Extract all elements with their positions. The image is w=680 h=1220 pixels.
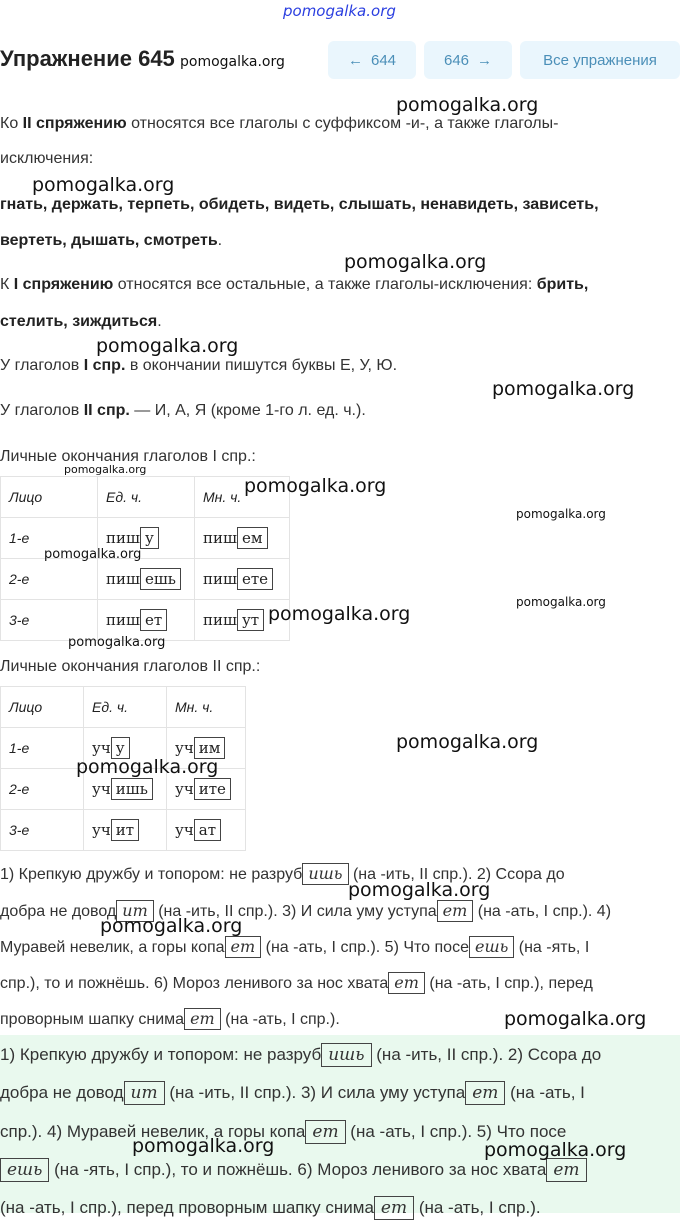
table-header-row [1,687,246,728]
rule-text: . [157,313,162,330]
singular-cell [98,559,195,600]
prev-exercise-label: 644 [370,51,397,69]
prev-exercise-button[interactable] [328,41,416,79]
watermark: pomogalka.org [344,251,487,273]
ending-box: ишь [302,863,348,885]
plural-cell [167,810,246,851]
table-header-cell: Лицо [1,477,98,518]
person-cell: 1-е [1,728,84,769]
verb-stem: пиш [203,611,237,629]
answer-line-highlight [0,1196,541,1220]
page-title: Упражнение 645 [0,46,175,71]
answer-text: спр.). 4) Муравей невелик, а горы копа [0,1122,306,1141]
table-row [1,810,246,851]
verb-ending: ете [237,568,273,590]
verb-stem: уч [92,780,111,798]
rule-bold: II спр. [83,402,130,419]
verb-stem: пиш [106,570,140,588]
watermark: pomogalka.org [516,507,606,521]
answer-text: 1) Крепкую дружбу и топором: не разруб [0,1045,322,1064]
rule-text: относятся все глаголы с суффиксом -и-, а также глаголы- [126,115,559,132]
verb-stem: уч [92,739,111,757]
verb-ending: ем [237,527,268,549]
answer-text: проворным шапку снима [0,1011,185,1028]
watermark: pomogalka.org [244,475,387,497]
rule-bold: стелить, зиждиться [0,313,158,330]
verb-ending: ут [237,609,264,631]
table-header-cell: Ед. ч. [84,687,167,728]
table-header-cell: Лицо [1,687,84,728]
plural-cell [195,518,290,559]
rule-text-line: исключения: [0,150,94,167]
ending-box: ит [116,900,153,922]
all-exercises-label: Все упражнения [543,51,657,69]
ending-box: ет [305,1120,345,1144]
ending-box: ит [124,1081,165,1105]
answer-line [0,900,611,922]
answer-text: (на -ять, I спр.), то и пожнёшь. 6) Мороз ленивого за нос хвата [49,1160,547,1179]
ending-box: ишь [321,1043,371,1067]
verb-ending: у [140,527,159,549]
title-watermark: pomogalka.org [180,54,285,70]
rule-text: Ко [0,115,23,132]
table-header-cell: Ед. ч. [98,477,195,518]
watermark: pomogalka.org [32,174,175,196]
answer-text: (на -ать, I спр.), перед [424,975,593,992]
ending-box: ет [546,1158,586,1182]
answer-text: 1) Крепкую дружбу и топором: не разруб [0,866,303,883]
verb-ending: ишь [111,778,153,800]
answer-text: Муравей невелик, а горы копа [0,939,225,956]
rule-text: У глаголов [0,357,84,374]
table-header-cell: Мн. ч. [195,477,290,518]
person-cell: 2-е [1,559,98,600]
ending-box: ет [388,972,425,994]
answer-text: добра не довод [0,1083,124,1102]
answer-line [0,972,593,994]
answer-text: (на -ить, II спр.). 3) И сила уму уступа [153,903,437,920]
watermark: pomogalka.org [484,1139,627,1161]
ending-box: ешь [469,936,514,958]
watermark: pomogalka.org [68,635,166,650]
verb-stem: пиш [203,529,237,547]
rule-bold: вертеть, дышать, смотреть [0,232,218,249]
rule-text: — И, А, Я (кроме 1-го л. ед. ч.). [129,402,366,419]
next-exercise-button[interactable] [424,41,512,79]
ending-box: ет [374,1196,414,1220]
verb-ending: им [194,737,226,759]
answer-text: (на -ить, II спр.). 2) Ссора до [371,1045,602,1064]
verb-stem: пиш [106,529,140,547]
rule-text: К [0,276,14,293]
plural-cell [195,559,290,600]
rule-text: . [217,232,223,249]
person-cell: 3-е [1,600,98,641]
answer-text: (на -ать, I спр.). 5) Что посе [261,939,469,956]
verb-stem: уч [92,821,111,839]
table2-caption: Личные окончания глаголов II спр.: [0,658,261,675]
table1-caption: Личные окончания глаголов I спр.: [0,448,256,465]
answer-text: (на -ать, I спр.). [414,1198,541,1217]
watermark: pomogalka.org [504,1008,647,1030]
watermark: pomogalka.org [132,1135,275,1157]
arrow-left-icon: ← [347,51,363,69]
verb-stem: уч [175,739,194,757]
answer-text: (на -ать, I спр.). 5) Что посе [345,1122,567,1141]
verb-stem: уч [175,821,194,839]
watermark: pomogalka.org [100,915,243,937]
verb-stem: пиш [106,611,140,629]
verb-stem: уч [175,780,194,798]
next-exercise-label: 646 [443,51,470,69]
all-exercises-button[interactable] [520,41,680,79]
verb-ending: у [111,737,130,759]
answer-text: (на -ать, I [505,1083,585,1102]
person-cell: 3-е [1,810,84,851]
ending-box: ет [184,1008,221,1030]
answer-line-highlight [0,1120,566,1144]
answer-line-highlight [0,1081,585,1105]
exception-list-line: гнать, держать, терпеть, обидеть, видеть, слышать, ненавидеть, зависеть, [0,196,599,213]
rule-text-line [0,313,162,331]
rule-text: У глаголов [0,402,84,419]
answer-text: (на -ать, I спр.). [220,1011,340,1028]
watermark: pomogalka.org [76,756,219,778]
rule-endings-first [0,357,397,375]
ending-box: ет [225,936,262,958]
watermark: pomogalka.org [516,595,606,609]
verb-stem: пиш [203,570,237,588]
rule-bold: II спряжению [22,115,127,132]
answer-text: (на -ать, I спр.). 4) [473,903,612,920]
answer-line-highlight [0,1043,601,1067]
answer-line [0,1008,340,1030]
verb-ending: ешь [140,568,181,590]
watermark: pomogalka.org [64,463,147,476]
ending-box: ет [437,900,474,922]
watermark: pomogalka.org [396,731,539,753]
watermark: pomogalka.org [96,335,239,357]
answer-text: добра не довод [0,903,117,920]
exception-list-line [0,232,222,250]
verb-ending: ет [140,609,167,631]
watermark: pomogalka.org [492,378,635,400]
watermark: pomogalka.org [396,94,539,116]
ending-box: ешь [0,1158,49,1182]
rule-bold: I спряжению [13,276,114,293]
rule-text: относятся все остальные, а также глаголы-исключения: [113,276,537,293]
table-row [1,559,290,600]
rule-endings-second [0,402,366,420]
answer-text: (на -ить, II спр.). 3) И сила уму уступа [164,1083,466,1102]
answer-text: (на -ить, II спр.). 2) Ссора до [348,866,565,883]
answer-line-highlight [0,1158,587,1182]
table-header-cell: Мн. ч. [167,687,246,728]
verb-ending: ите [194,778,231,800]
rule-bold: I спр. [83,357,126,374]
verb-ending: ит [111,819,139,841]
ending-box: ет [465,1081,505,1105]
rule-second-conjugation [0,115,558,133]
watermark: pomogalka.org [44,547,142,562]
answer-text: (на -ать, I спр.), перед проворным шапку снима [0,1198,374,1217]
rule-first-conjugation [0,276,588,294]
watermark: pomogalka.org [348,879,491,901]
person-cell: 1-е [1,518,98,559]
verb-ending: ат [194,819,221,841]
site-watermark-top[interactable]: pomogalka.org [283,2,396,20]
rule-text: в окончании пишутся буквы Е, У, Ю. [125,357,398,374]
watermark: pomogalka.org [268,603,411,625]
answer-line [0,936,589,958]
answer-text: (на -ять, I [514,939,590,956]
answer-text: спр.), то и пожнёшь. 6) Мороз ленивого за нос хвата [0,975,389,992]
arrow-right-icon: → [477,51,493,69]
singular-cell [84,810,167,851]
rule-bold: брить, [536,276,589,293]
person-cell: 2-е [1,769,84,810]
